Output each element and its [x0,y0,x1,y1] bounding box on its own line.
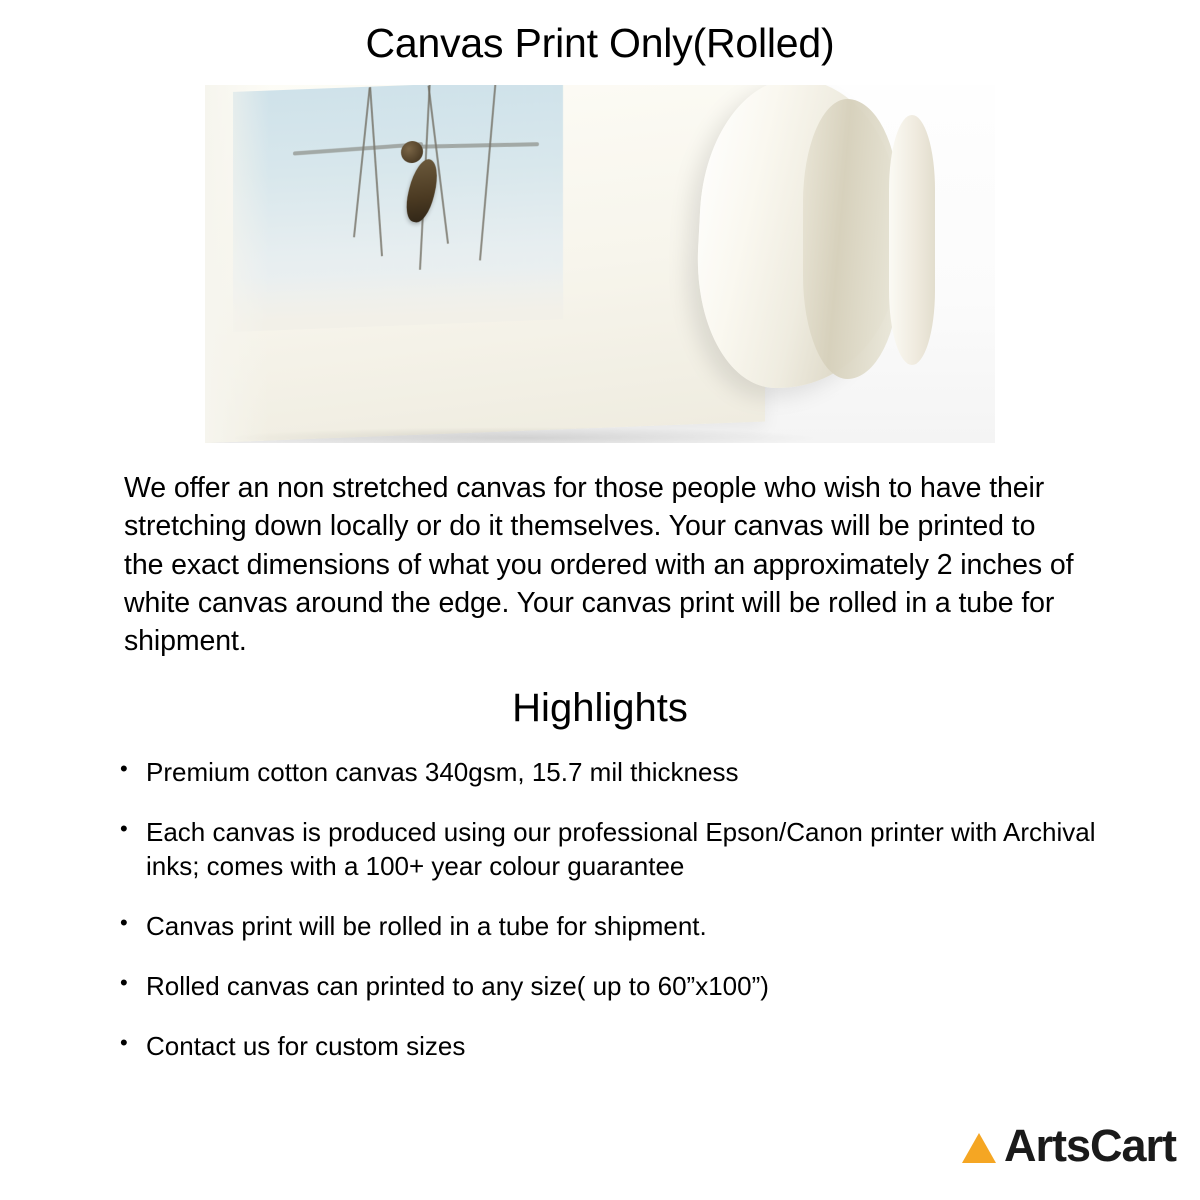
brand-name: ArtsCart [1003,1120,1176,1171]
product-description: We offer an non stretched canvas for those people who wish to have their stretching down locally or do it themselves. Your canvas will be printed to the exact dimensions of what you ordered with an approximately 2 inches of white canvas around the edge. Your canvas print will be rolled in a tube for shipment. [124,472,1074,657]
dragonfly-wing-icon [421,142,539,148]
canvas-curl-inner [803,99,899,379]
highlights-heading: Highlights [512,686,688,731]
list-item: • Premium cotton canvas 340gsm, 15.7 mil thickness [120,756,1126,789]
list-item: • Each canvas is produced using our professional Epson/Canon printer with Archival inks; comes with a 100+ year colour guarantee [120,816,1126,883]
list-item: • Canvas print will be rolled in a tube for shipment. [120,910,1126,943]
photo-soft-edge [205,85,269,443]
rolled-canvas-photo [205,85,995,443]
hero-image-wrapper [205,85,995,443]
dragonfly-head-icon [401,141,423,164]
canvas-shadow [225,427,825,443]
list-item: • Rolled canvas can printed to any size( up to 60”x100”) [120,970,1126,1003]
orange-triangle-icon [962,1133,996,1163]
canvas-sheet [205,85,765,443]
reed-stem-icon [369,87,383,256]
reed-stem-icon [479,85,497,260]
dragonfly-body-icon [402,157,443,225]
page-title: Canvas Print Only(Rolled) [365,20,835,66]
canvas-curl-edge [889,115,935,365]
list-item: • Contact us for custom sizes [120,1030,1126,1063]
brand-logo [962,1120,1176,1172]
reed-stem-icon [353,88,371,238]
highlights-list [0,756,1200,1064]
printed-image-area [233,85,563,332]
